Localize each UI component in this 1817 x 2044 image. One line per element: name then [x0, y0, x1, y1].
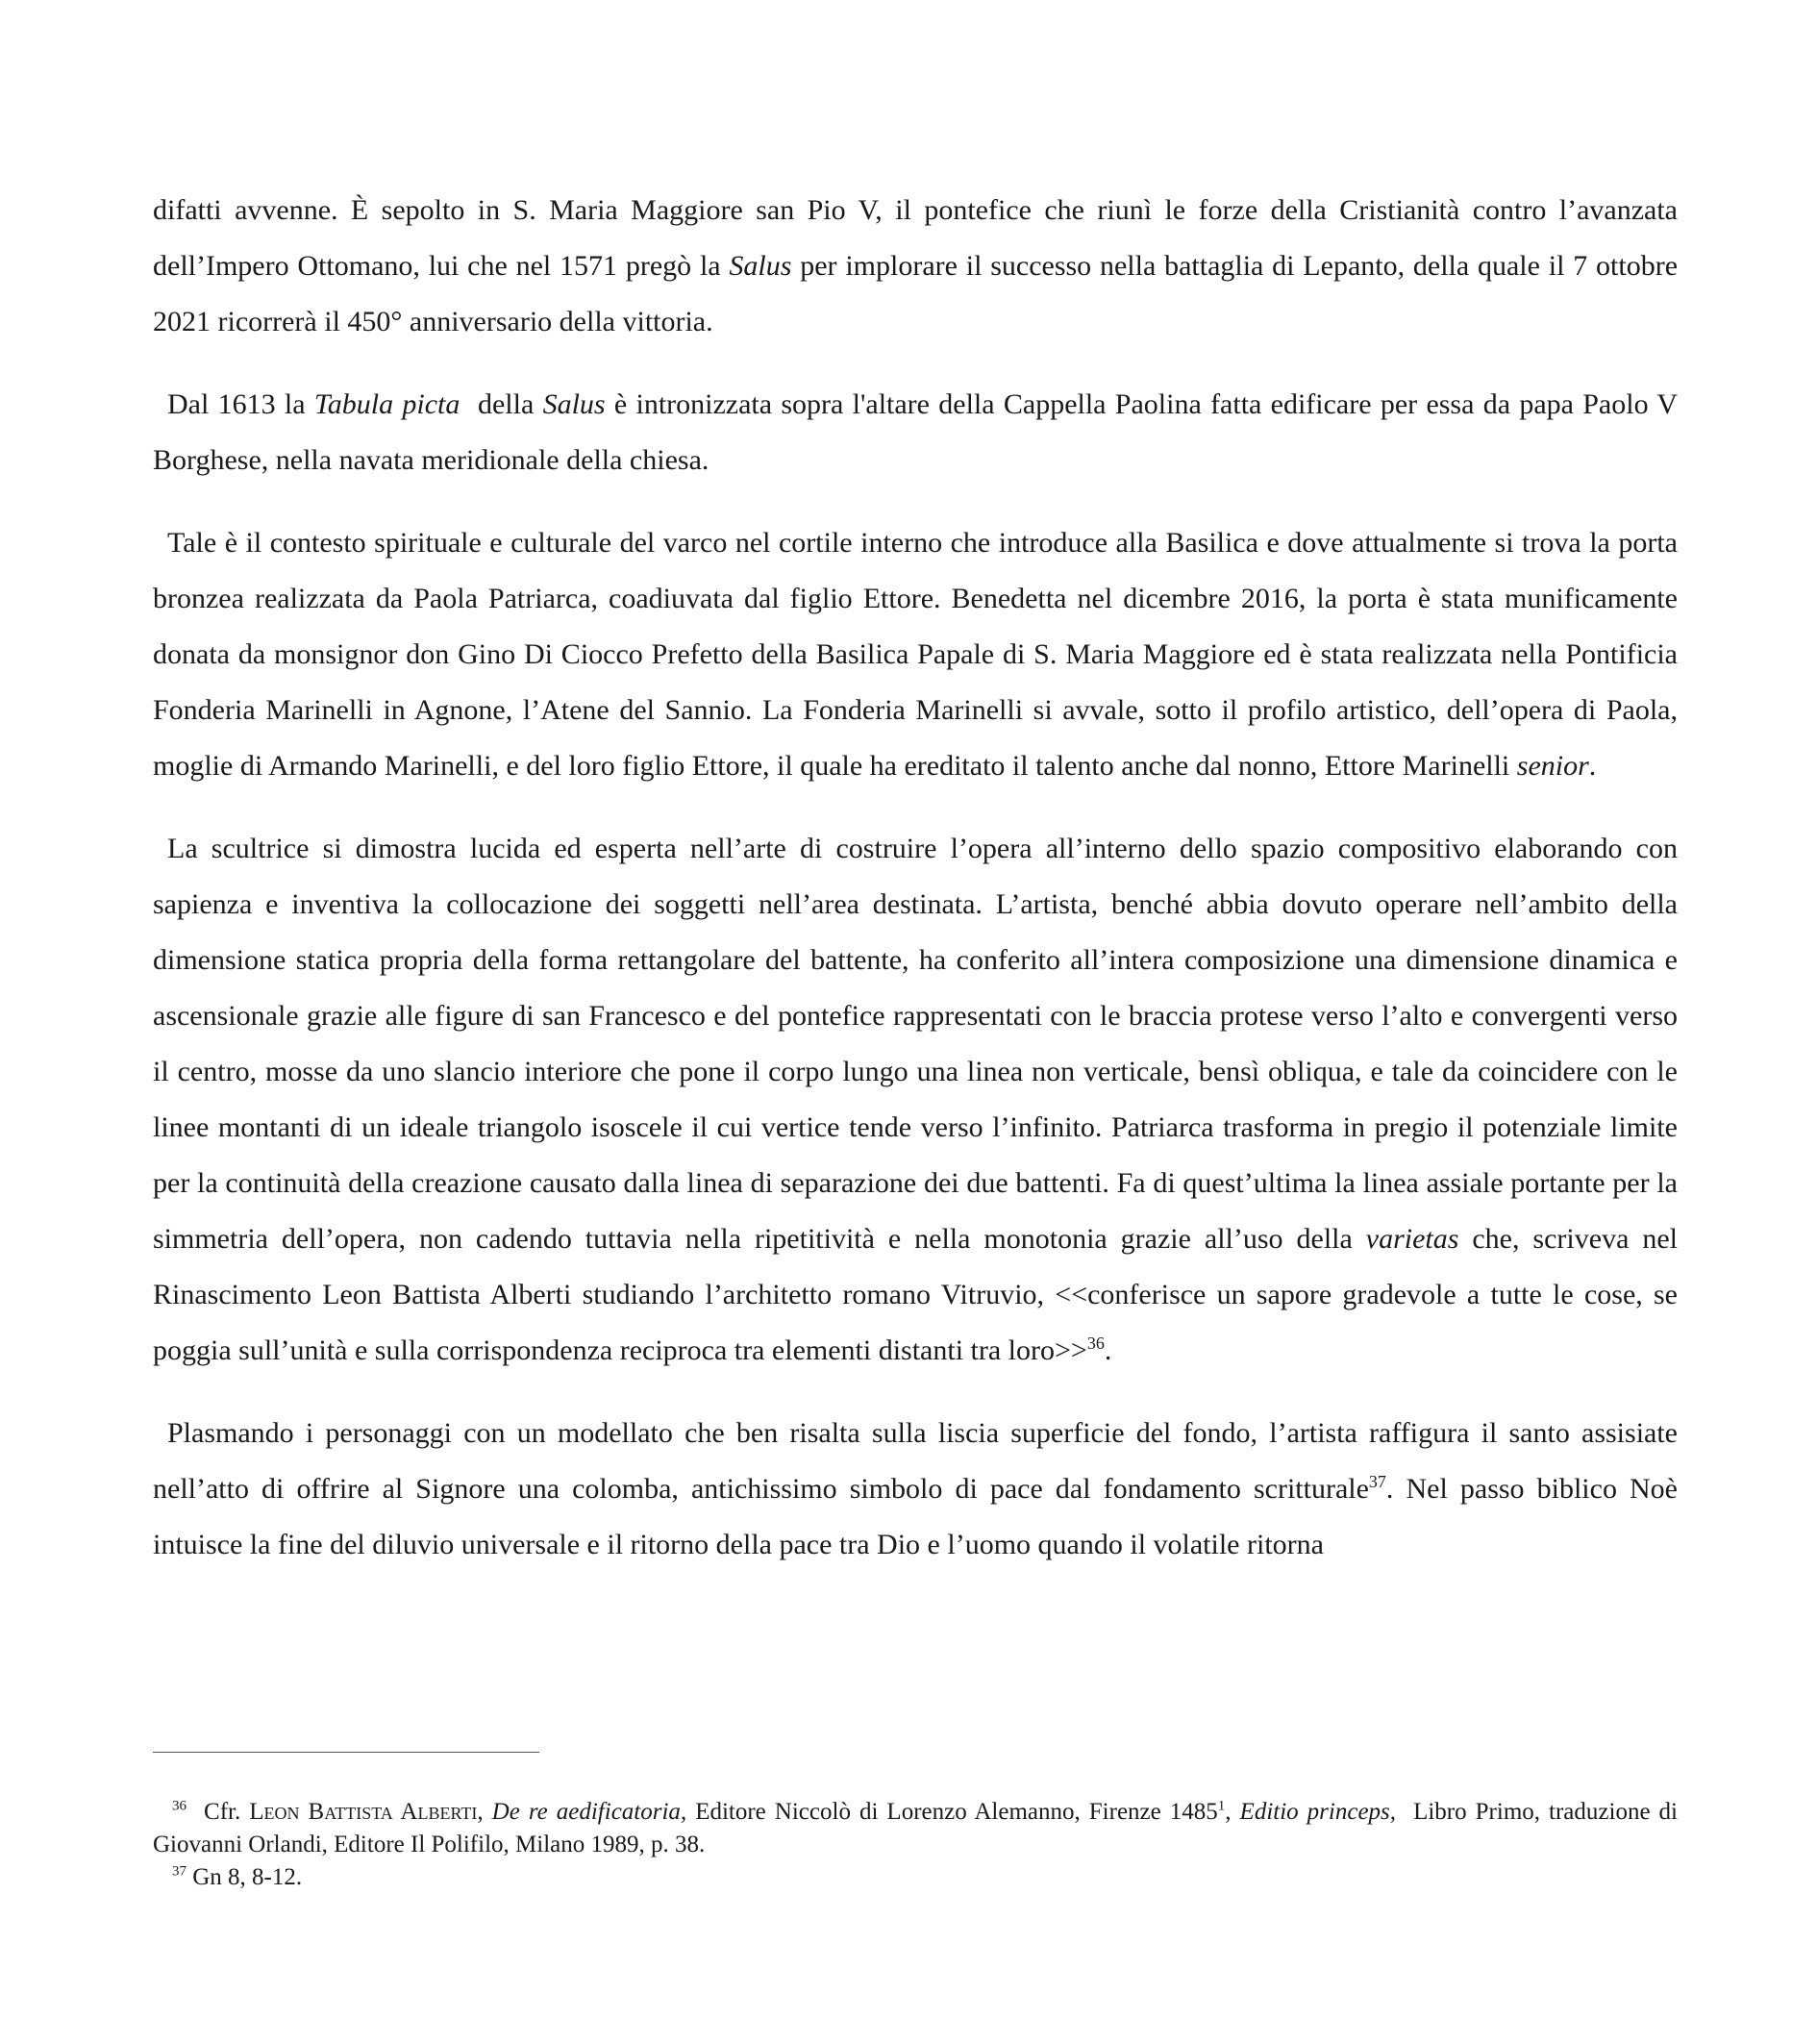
italic-term: Salus: [542, 388, 606, 420]
italic-term: varietas: [1365, 1223, 1459, 1255]
edition-superscript: 1: [1217, 1798, 1226, 1814]
footnote-reference-36[interactable]: 36: [1086, 1334, 1105, 1353]
text-run: che, scriveva nel Rinascimento Leon Battista Alberti studiando l’architetto romano Vitruvio, <<conferisce un sapore gradevole a tutte le cose, se poggia sull’unità e sulla corrispondenza reciproca tra elementi distanti tra loro>>: [153, 1223, 1678, 1366]
text-run: è intronizzata sopra l'altare della Cappella Paolina fatta edificare per essa da papa Paolo V Borghese, nella navata meridionale della chiesa.: [153, 388, 1678, 476]
footnote-36: [153, 1796, 1684, 1861]
document-body: [153, 183, 1678, 1600]
text-run: Dal 1613 la: [167, 388, 314, 420]
footnotes-section: [153, 1796, 1684, 1894]
footnote-reference-37[interactable]: 37: [1368, 1472, 1386, 1491]
footnote-italic: Editio princeps,: [1239, 1799, 1397, 1825]
text-run: Cfr.: [204, 1799, 250, 1825]
italic-term: senior: [1516, 750, 1589, 782]
text-run: Plasmando i personaggi con un modellato che ben risalta sulla liscia superficie del fondo, l’artista raffigura il santo assisiate nell’atto di offrire al Signore una colomba, antichissimo simbolo di pace dal fondamento scritturale: [153, 1417, 1678, 1505]
paragraph-2: [153, 377, 1678, 488]
paragraph-5: [153, 1406, 1678, 1573]
italic-term: Salus: [729, 250, 792, 282]
text-run: Editore Niccolò di Lorenzo Alemanno, Firenze 1485: [686, 1799, 1218, 1825]
text-run: Libro Primo, traduzione di Giovanni Orlandi, Editore Il Polifilo, Milano 1989, p. 38.: [153, 1799, 1684, 1857]
paragraph-1: [153, 183, 1678, 350]
footnote-title: De re aedificatoria,: [491, 1799, 687, 1825]
text-run: ,: [1225, 1799, 1240, 1825]
text-run: difatti avvenne. È sepolto in S. Maria Maggiore san Pio V, il pontefice che riunì le forze della Cristianità contro l’avanzata dell’Impero Ottomano, lui che nel 1571 pregò la: [153, 194, 1678, 282]
text-run: ,: [477, 1799, 492, 1825]
text-run: Tale è il contesto spirituale e culturale del varco nel cortile interno che introduce alla Basilica e dove attualmente si trova la porta bronzea realizzata da Paola Patriarca, coadiuvata dal figlio Ettore. Benedetta nel dicembre 2016, la porta è stata munificamente donata da monsignor don Gino Di Ciocco Prefetto della Basilica Papale di S. Maria Maggiore ed è stata realizzata nella Pontificia Fonderia Marinelli in Agnone, l’Atene del Sannio. La Fonderia Marinelli si avvale, sotto il profilo artistico, dell’opera di Paola, moglie di Armando Marinelli, e del loro figlio Ettore, il quale ha ereditato il talento anche dal nonno, Ettore Marinelli: [153, 527, 1678, 782]
text-run: .: [1104, 1334, 1112, 1366]
footnote-number: 37: [172, 1863, 187, 1880]
footnote-text: Gn 8, 8-12.: [192, 1864, 303, 1890]
footnote-number: 36: [172, 1798, 187, 1814]
text-run: . Nel passo biblico Noè intuisce la fine del diluvio universale e il ritorno della pace tra Dio e l’uomo quando il volatile ritorna: [153, 1473, 1678, 1560]
paragraph-4: [153, 821, 1678, 1379]
footnote-author: Leon Battista Alberti: [249, 1799, 478, 1825]
text-run: per implorare il successo nella battaglia di Lepanto, della quale il 7 ottobre 2021 ricorrerà il 450° anniversario della vittoria.: [153, 250, 1679, 337]
text-run: .: [1588, 750, 1597, 782]
footnote-separator: [153, 1752, 539, 1753]
text-run: della: [460, 388, 543, 420]
footnote-37: [153, 1861, 1678, 1894]
italic-term: Tabula picta: [313, 388, 460, 420]
text-run: La scultrice si dimostra lucida ed esperta nell’arte di costruire l’opera all’interno dello spazio compositivo elaborando con sapienza e inventiva la collocazione dei soggetti nell’area destinata. L’artista, benché abbia dovuto operare nell’ambito della dimensione statica propria della forma rettangolare del battente, ha conferito all’intera composizione una dimensione dinamica e ascensionale grazie alle figure di san Francesco e del pontefice rappresentati con le braccia protese verso l’alto e convergenti verso il centro, mosse da uno slancio interiore che pone il corpo lungo una linea non verticale, bensì obliqua, e tale da coincidere con le linee montanti di un ideale triangolo isoscele il cui vertice tende verso l’infinito. Patriarca trasforma in pregio il potenziale limite per la continuità della creazione causato dalla linea di separazione dei due battenti. Fa di quest’ultima la linea assiale portante per la simmetria dell’opera, non cadendo tuttavia nella ripetitività e nella monotonia grazie all’uso della: [153, 833, 1678, 1255]
paragraph-3: [153, 515, 1678, 794]
